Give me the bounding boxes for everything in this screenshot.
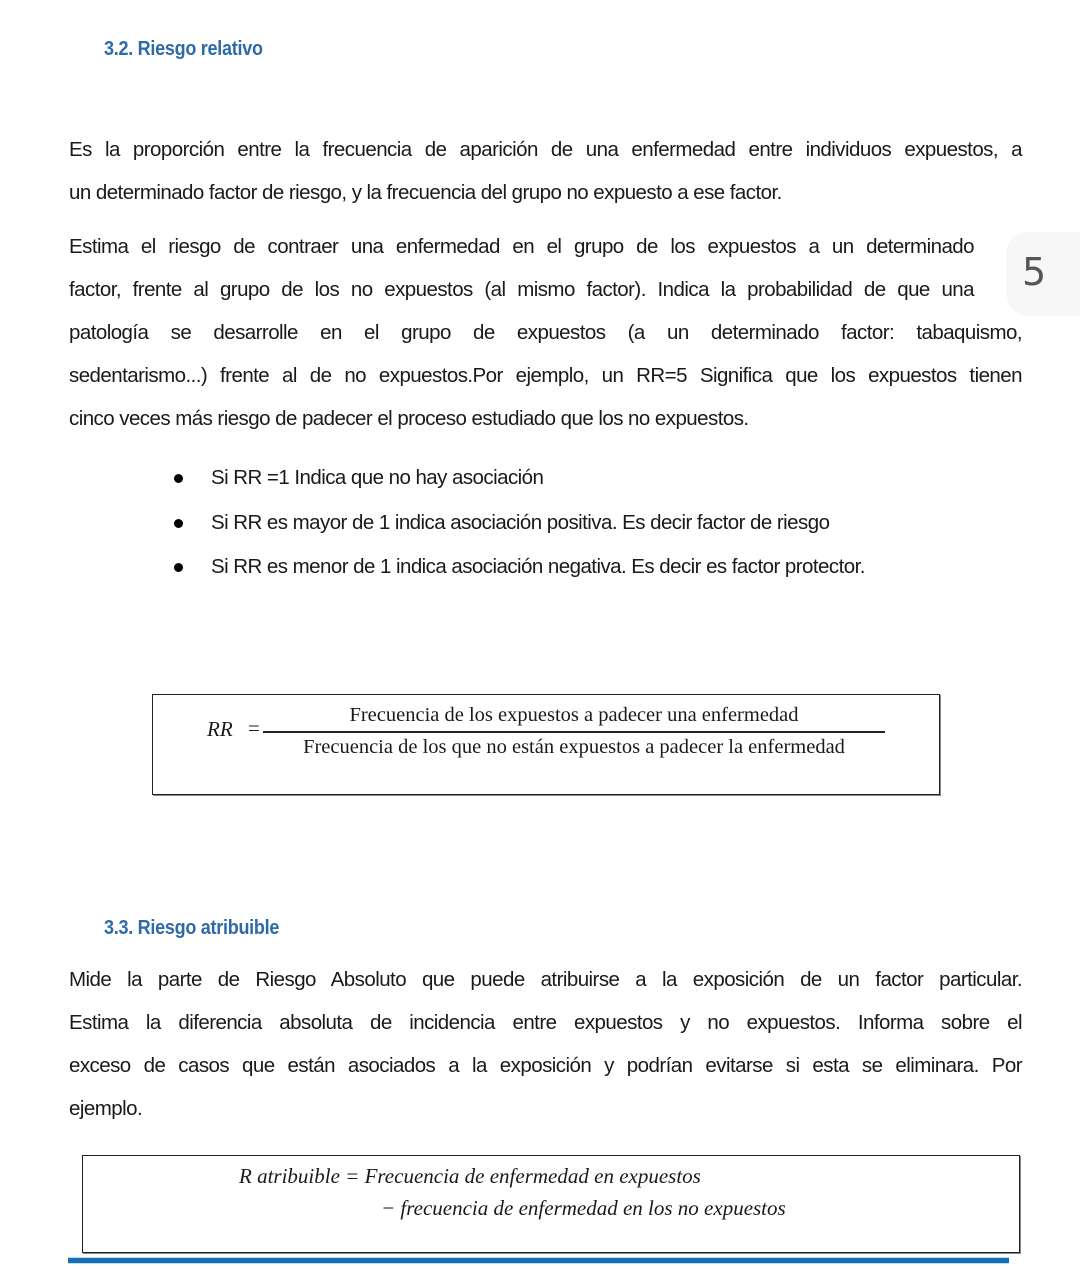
text-line: Estima la diferencia absoluta de incidencia entre expuestos y no expuestos. Informa sobre el (69, 1011, 1022, 1034)
text-line: exceso de casos que están asociados a la exposición y podrían evitarse si esta se eliminara. Por (69, 1054, 1022, 1077)
list-item (170, 458, 865, 503)
rr-interpretation-list (170, 458, 865, 592)
list-item (170, 503, 865, 548)
text-line: cinco veces más riesgo de padecer el proceso estudiado que los no expuestos. (69, 407, 749, 430)
text-line: ejemplo. (69, 1097, 143, 1120)
list-item-text: Si RR es menor de 1 indica asociación negativa. Es decir es factor protector. (211, 555, 865, 578)
paragraph-estimation-top (69, 225, 974, 311)
paragraph-attributable-risk (69, 958, 1022, 1130)
text-line: un determinado factor de riesgo, y la frecuencia del grupo no expuesto a ese factor. (69, 181, 782, 204)
paragraph-definition (69, 128, 1022, 214)
formula-fraction (263, 701, 885, 761)
rr-formula-box (152, 694, 940, 795)
text-line: patología se desarrolle en el grupo de expuestos (a un determinado factor: tabaquismo, (69, 321, 1022, 344)
section-heading-riesgo-atribuible: 3.3. Riesgo atribuible (104, 917, 280, 939)
bullet-icon (174, 474, 183, 483)
formula-line-1: R atribuible = Frecuencia de enfermedad en expuestos (239, 1164, 701, 1188)
paragraph-estimation (69, 311, 1022, 440)
text-line: sedentarismo...) frente al de no expuestos.Por ejemplo, un RR=5 Significa que los expuestos tienen (69, 364, 1022, 387)
list-item (170, 547, 865, 592)
attributable-risk-formula-box (82, 1155, 1020, 1253)
bullet-icon (174, 519, 183, 528)
formula-denominator: Frecuencia de los que no están expuestos a padecer la enfermedad (303, 735, 845, 758)
list-item-text: Si RR es mayor de 1 indica asociación positiva. Es decir factor de riesgo (211, 510, 830, 534)
formula-numerator: Frecuencia de los expuestos a padecer una enfermedad (349, 704, 799, 726)
text-line: Mide la parte de Riesgo Absoluto que puede atribuirse a la exposición de un factor particular. (69, 968, 1022, 991)
page-number-badge[interactable] (1006, 232, 1080, 316)
page-number: 5 (1022, 250, 1047, 294)
formula-equals: = (248, 716, 260, 740)
text-line: Estima el riesgo de contraer una enfermedad en el grupo de los expuestos a un determinado (69, 235, 974, 258)
footer-divider (68, 1257, 1009, 1264)
formula-lhs: RR (207, 717, 233, 741)
list-item-text: Si RR =1 Indica que no hay asociación (211, 466, 544, 489)
text-line: factor, frente al grupo de los no expuestos (al mismo factor). Indica la probabilidad de que una (69, 278, 974, 301)
bullet-icon (174, 563, 183, 572)
text-line: Es la proporción entre la frecuencia de aparición de una enfermedad entre individuos expuestos, a (69, 138, 1022, 161)
formula-line-2: − frecuencia de enfermedad en los no expuestos (381, 1196, 786, 1220)
section-heading-riesgo-relativo: 3.2. Riesgo relativo (104, 38, 263, 60)
